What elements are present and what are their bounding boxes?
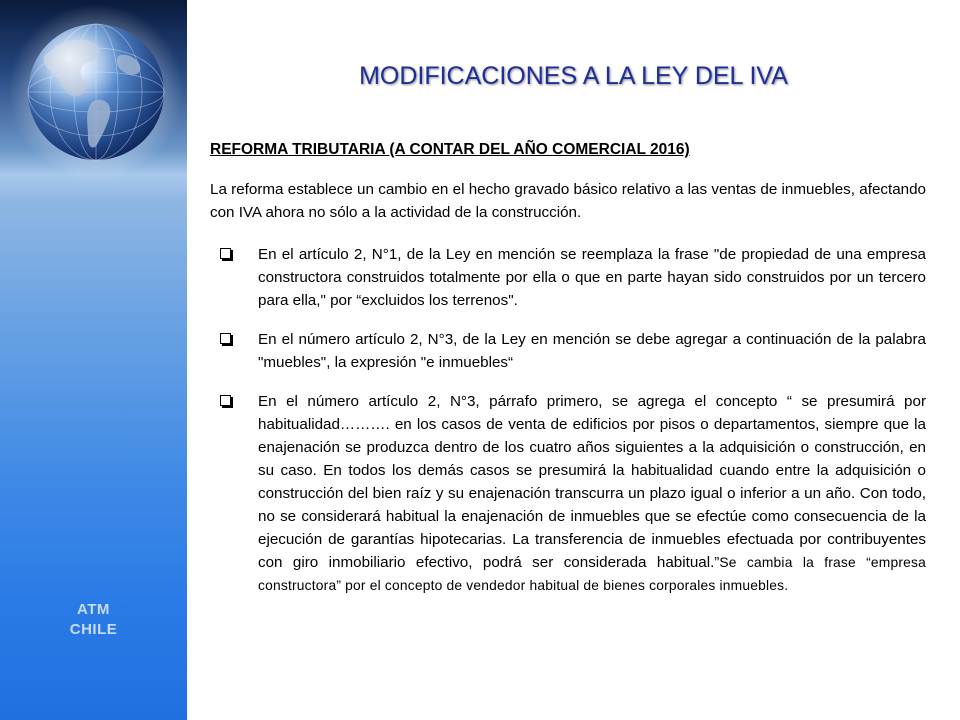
bullet-text: En el número artículo 2, N°3, párrafo primero, se agrega el concepto “ se presumirá por habitualidad………. en los casos de venta de edificios por pisos o departamentos, siempre que la enajenación se produzca dentro de los cuatro años siguientes a la adquisición o construcción, en su caso. En todos los demás casos se presumirá la habitualidad cuando entre la adquisición o construcción del bien raíz y su enajenación transcurra un plazo igual o inferior a un año. Con todo, no se considerará habitual la enajenación de inmuebles que se efectúe como consecuencia de la ejecución de garantías hipotecarias. La transferencia de inmuebles efectuada por contribuyentes con giro inmobiliario efectivo, podrá ser considerada habitual.”: [258, 393, 926, 571]
bullet-item: [210, 390, 926, 597]
checkbox-bullet-icon: [220, 333, 231, 344]
sidebar-label-chile: CHILE: [69, 621, 118, 638]
bullet-item: [210, 243, 926, 312]
globe-icon: [0, 0, 187, 185]
bullet-item: [210, 328, 926, 374]
sidebar: [0, 0, 187, 720]
checkbox-bullet-icon: [220, 395, 231, 406]
content-body: [210, 138, 926, 613]
page-title: MODIFICACIONES A LA LEY DEL IVA: [359, 62, 788, 90]
bullet-tail-text: Se cambia la frase “empresa constructora” por el concepto de vendedor habitual de bienes corporales inmuebles.: [258, 555, 926, 593]
intro-paragraph: La reforma establece un cambio en el hecho gravado básico relativo a las ventas de inmuebles, afectando con IVA ahora no sólo a la actividad de la construcción.: [210, 181, 926, 221]
section-heading: REFORMA TRIBUTARIA (A CONTAR DEL AÑO COMERCIAL 2016): [210, 141, 690, 158]
bullet-text: En el número artículo 2, N°3, de la Ley en mención se debe agregar a continuación de la palabra "muebles", la expresión "e inmuebles“: [258, 331, 926, 371]
sidebar-label-atm: ATM: [77, 601, 110, 618]
bullet-text: En el artículo 2, N°1, de la Ley en mención se reemplaza la frase "de propiedad de una empresa constructora construidos totalmente por ella o que en parte hayan sido construidos por un tercero para ella," por “excluidos los terrenos".: [258, 246, 926, 309]
checkbox-bullet-icon: [220, 248, 231, 259]
